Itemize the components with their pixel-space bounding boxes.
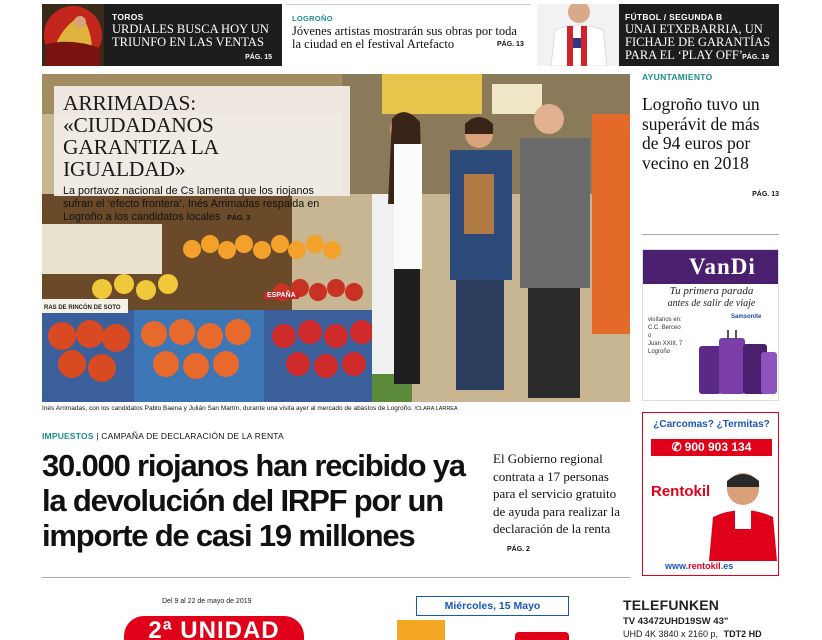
divider	[642, 234, 779, 235]
teaser-headline: Jóvenes artistas mostrarán sus obras por toda la ciudad en el festival Artefacto	[292, 24, 517, 51]
address-line: Logroño	[648, 349, 671, 355]
page-ref: PÁG. 13	[497, 41, 524, 48]
page-ref: PÁG. 2	[507, 545, 530, 553]
lead-headline-box	[54, 86, 350, 223]
lead-headline[interactable]: ARRIMADAS: «CIUDADANOS GARANTIZA LA IGUALDAD»	[63, 91, 218, 181]
rentokil-advert[interactable]	[642, 412, 779, 576]
irpf-headline[interactable]: 30.000 riojanos han recibido ya la devolución del IRPF por un importe de casi 19 millones	[42, 448, 465, 553]
address-line: visítanos en:	[648, 317, 682, 323]
teaser-headline: Logroño tuvo un superávit de más de 94 euros por vecino en 2018	[642, 94, 760, 173]
tv-spec-1: UHD 4K 3840 x 2160 p,	[623, 629, 719, 639]
section-divider	[42, 577, 630, 578]
tv-model: TV 43472UHD19SW 43"	[623, 616, 729, 627]
day-offer-header	[416, 596, 569, 616]
samsonite-logo: Samsonite	[731, 314, 762, 320]
caption-text: Inés Arrimadas, con los candidatos Pablo Baena y Julián San Martín, durante una visita ayer al mercado de abastos de Logroño.	[42, 405, 413, 412]
vandi-address	[648, 316, 698, 356]
teaser-headline: UNAI ETXEBARRIA, UN FICHAJE DE GARANTÍAS PARA EL ‘PLAY OFF’	[625, 22, 771, 62]
rentokil-web[interactable]	[665, 561, 733, 571]
photo-caption	[42, 405, 630, 412]
phone-number: 900 903 134	[684, 440, 752, 454]
irpf-kicker: IMPUESTOS	[42, 431, 94, 441]
rentokil-question: ¿Carcomas? ¿Termitas?	[653, 419, 770, 430]
teaser-kicker: AYUNTAMIENTO	[642, 72, 713, 82]
address-line: Juan XXIII, 7	[648, 341, 683, 347]
teaser-toros[interactable]	[42, 4, 282, 66]
web-domain: rentokil	[688, 561, 721, 571]
rentokil-logo: Rentokil	[651, 483, 711, 500]
side-text: El Gobierno regional contrata a 17 personas para el servicio gratuito de ayuda para realizar la declaración de la renta	[493, 451, 621, 536]
teaser-futbol[interactable]	[537, 4, 779, 66]
irpf-kicker-secondary: CAMPAÑA DE DECLARACIÓN DE LA RENTA	[101, 431, 284, 441]
lead-summary-text: La portavoz nacional de Cs lamenta que los riojanos sufran el ‘efecto frontera’. Inés Arrimadas respalda en Logroño a los candidatos locales	[63, 185, 320, 223]
teaser-kicker: TOROS	[112, 12, 144, 22]
address-line: o	[648, 333, 652, 339]
top-teasers-strip	[42, 4, 779, 66]
tv-spec-2: TDT2 HD	[723, 629, 762, 639]
vandi-logo: VanDi	[689, 254, 756, 279]
lead-summary	[63, 185, 341, 225]
irpf-kicker-line: IMPUESTOS | CAMPAÑA DE DECLARACIÓN DE LA RENTA	[42, 431, 284, 441]
teaser-logrono[interactable]	[286, 4, 531, 66]
offer-tag	[397, 620, 445, 640]
page-ref: PÁG. 19	[742, 54, 769, 61]
phone-icon: ✆	[671, 440, 682, 454]
tv-brand: TELEFUNKEN	[623, 597, 720, 613]
teaser-ayuntamiento[interactable]	[642, 72, 779, 198]
vandi-tagline-1: Tu primera parada	[669, 285, 754, 297]
technician-photo	[705, 459, 779, 561]
web-prefix: www.	[665, 561, 689, 571]
price-tag	[515, 632, 569, 640]
tv-specs	[623, 629, 762, 639]
day-label: Miércoles, 15 Mayo	[444, 600, 541, 612]
page-ref: PÁG. 15	[245, 54, 272, 61]
teaser-headline: URDIALES BUSCA HOY UN TRIUNFO EN LAS VENTAS	[112, 22, 269, 49]
photo-credit: /CLARA LARREA	[414, 406, 458, 412]
teaser-kicker: FÚTBOL / SEGUNDA B	[625, 12, 723, 22]
stall-sign: RAS DE RINCÓN DE SOTO	[44, 305, 121, 311]
vandi-tagline-2: antes de salir de viaje	[667, 298, 756, 309]
matador-photo	[42, 4, 104, 66]
web-suffix: .es	[720, 561, 734, 571]
page-ref: PÁG. 13	[752, 191, 779, 198]
irpf-side-text	[493, 450, 629, 558]
unidad-promo-badge[interactable]: 2ª UNIDAD	[124, 616, 304, 640]
stall-sign-origin: ESPAÑA	[264, 292, 299, 299]
luggage-illustration	[695, 326, 779, 400]
page-ref: PÁG. 3	[227, 215, 251, 222]
promo-dates: Del 9 al 22 de mayo de 2019	[162, 598, 252, 605]
address-line: C.C. Berceo	[648, 325, 681, 331]
rentokil-phone[interactable]	[651, 439, 772, 456]
vandi-advert[interactable]	[642, 249, 779, 401]
teaser-kicker: LOGROÑO	[292, 14, 333, 23]
footballer-photo	[537, 4, 619, 66]
